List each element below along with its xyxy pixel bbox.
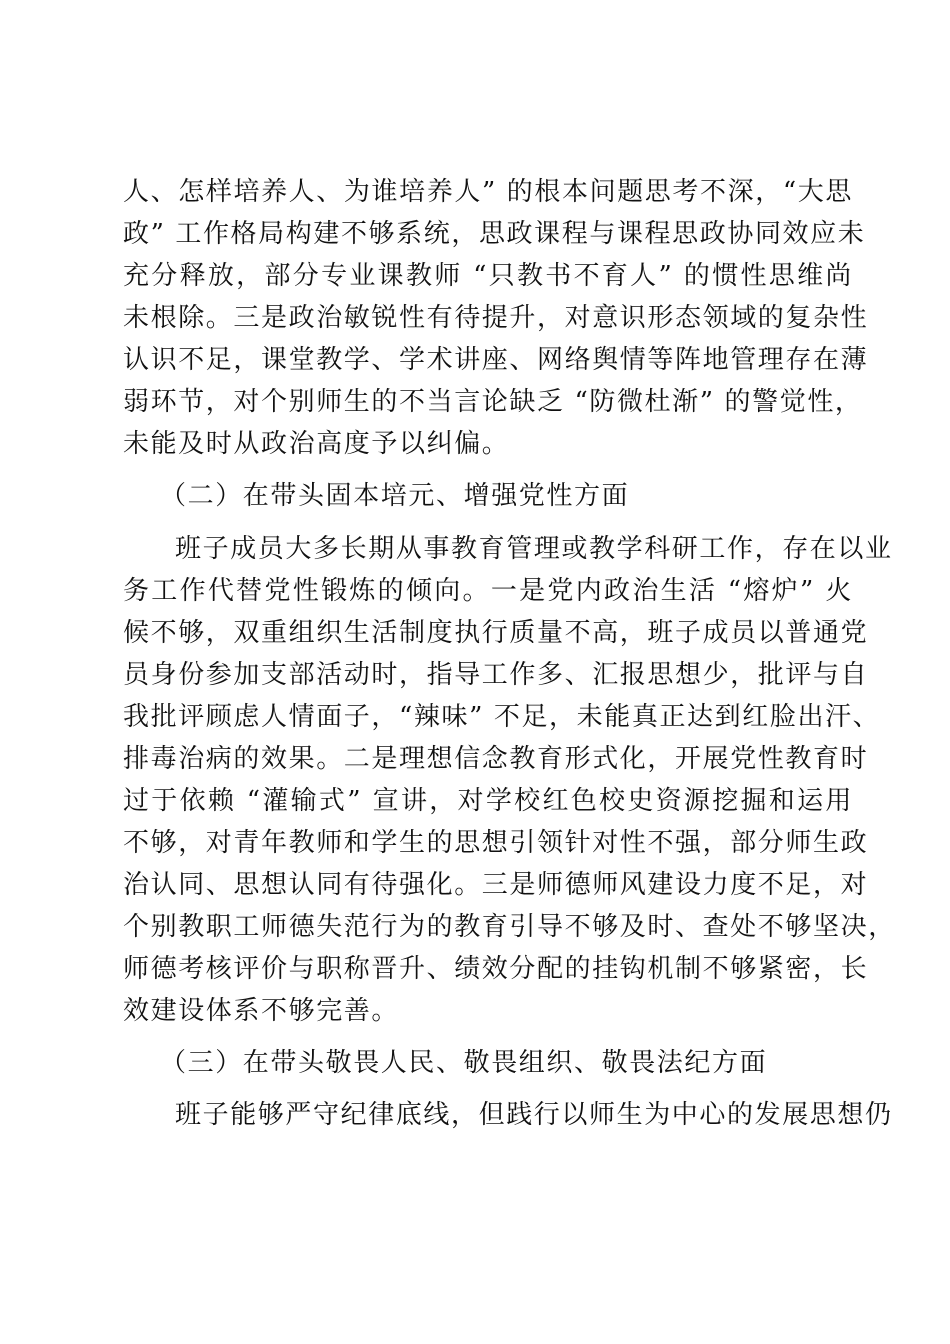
paragraph-1-line-7: 未能及时从政治高度予以纠偏。 (123, 429, 510, 459)
paragraph-2-line-11: 师德考核评价与职称晋升、绩效分配的挂钩机制不够紧密，长 (123, 954, 869, 984)
section-heading-3: （三）在带头敬畏人民、敬畏组织、敬畏法纪方面 (160, 1048, 768, 1078)
section-heading-2: （二）在带头固本培元、增强党性方面 (160, 481, 630, 511)
paragraph-2-line-8: 不够，对青年教师和学生的思想引领针对性不强，部分师生政 (123, 828, 869, 858)
paragraph-1-line-3: 充分释放，部分专业课教师 “只教书不育人” 的惯性思维尚 (123, 261, 853, 291)
paragraph-2-line-2: 务工作代替党性锻炼的倾向。一是党内政治生活 “熔炉” 火 (123, 576, 853, 606)
paragraph-1-line-1: 人、怎样培养人、为谁培养人” 的根本问题思考不深，“大思 (123, 177, 853, 207)
paragraph-1-line-5: 认识不足，课堂教学、学术讲座、网络舆情等阵地管理存在薄 (123, 345, 869, 375)
paragraph-2-line-4: 员身份参加支部活动时，指导工作多、汇报思想少，批评与自 (123, 660, 869, 690)
paragraph-1-line-2: 政” 工作格局构建不够系统，思政课程与课程思政协同效应未 (123, 219, 866, 249)
paragraph-2-line-6: 排毒治病的效果。二是理想信念教育形式化，开展党性教育时 (123, 744, 869, 774)
paragraph-2-line-5: 我批评顾虑人情面子，“辣味” 不足，未能真正达到红脸出汗、 (123, 702, 881, 732)
paragraph-2-line-3: 候不够，双重组织生活制度执行质量不高，班子成员以普通党 (123, 618, 869, 648)
paragraph-2-line-12: 效建设体系不够完善。 (123, 996, 400, 1026)
paragraph-1-line-4: 未根除。三是政治敏锐性有待提升，对意识形态领域的复杂性 (123, 303, 869, 333)
paragraph-2-line-9: 治认同、思想认同有待强化。三是师德师风建设力度不足，对 (123, 870, 869, 900)
paragraph-2-line-7: 过于依赖 “灌输式” 宣讲，对学校红色校史资源挖掘和运用 (123, 786, 853, 816)
paragraph-3-line-1: 班子能够严守纪律底线，但践行以师生为中心的发展思想仍 (175, 1100, 893, 1130)
paragraph-2-line-1: 班子成员大多长期从事教育管理或教学科研工作，存在以业 (175, 534, 893, 564)
paragraph-1-line-6: 弱环节，对个别师生的不当言论缺乏 “防微杜渐” 的警觉性， (123, 387, 863, 417)
paragraph-2-line-10: 个别教职工师德失范行为的教育引导不够及时、查处不够坚决， (123, 912, 896, 942)
